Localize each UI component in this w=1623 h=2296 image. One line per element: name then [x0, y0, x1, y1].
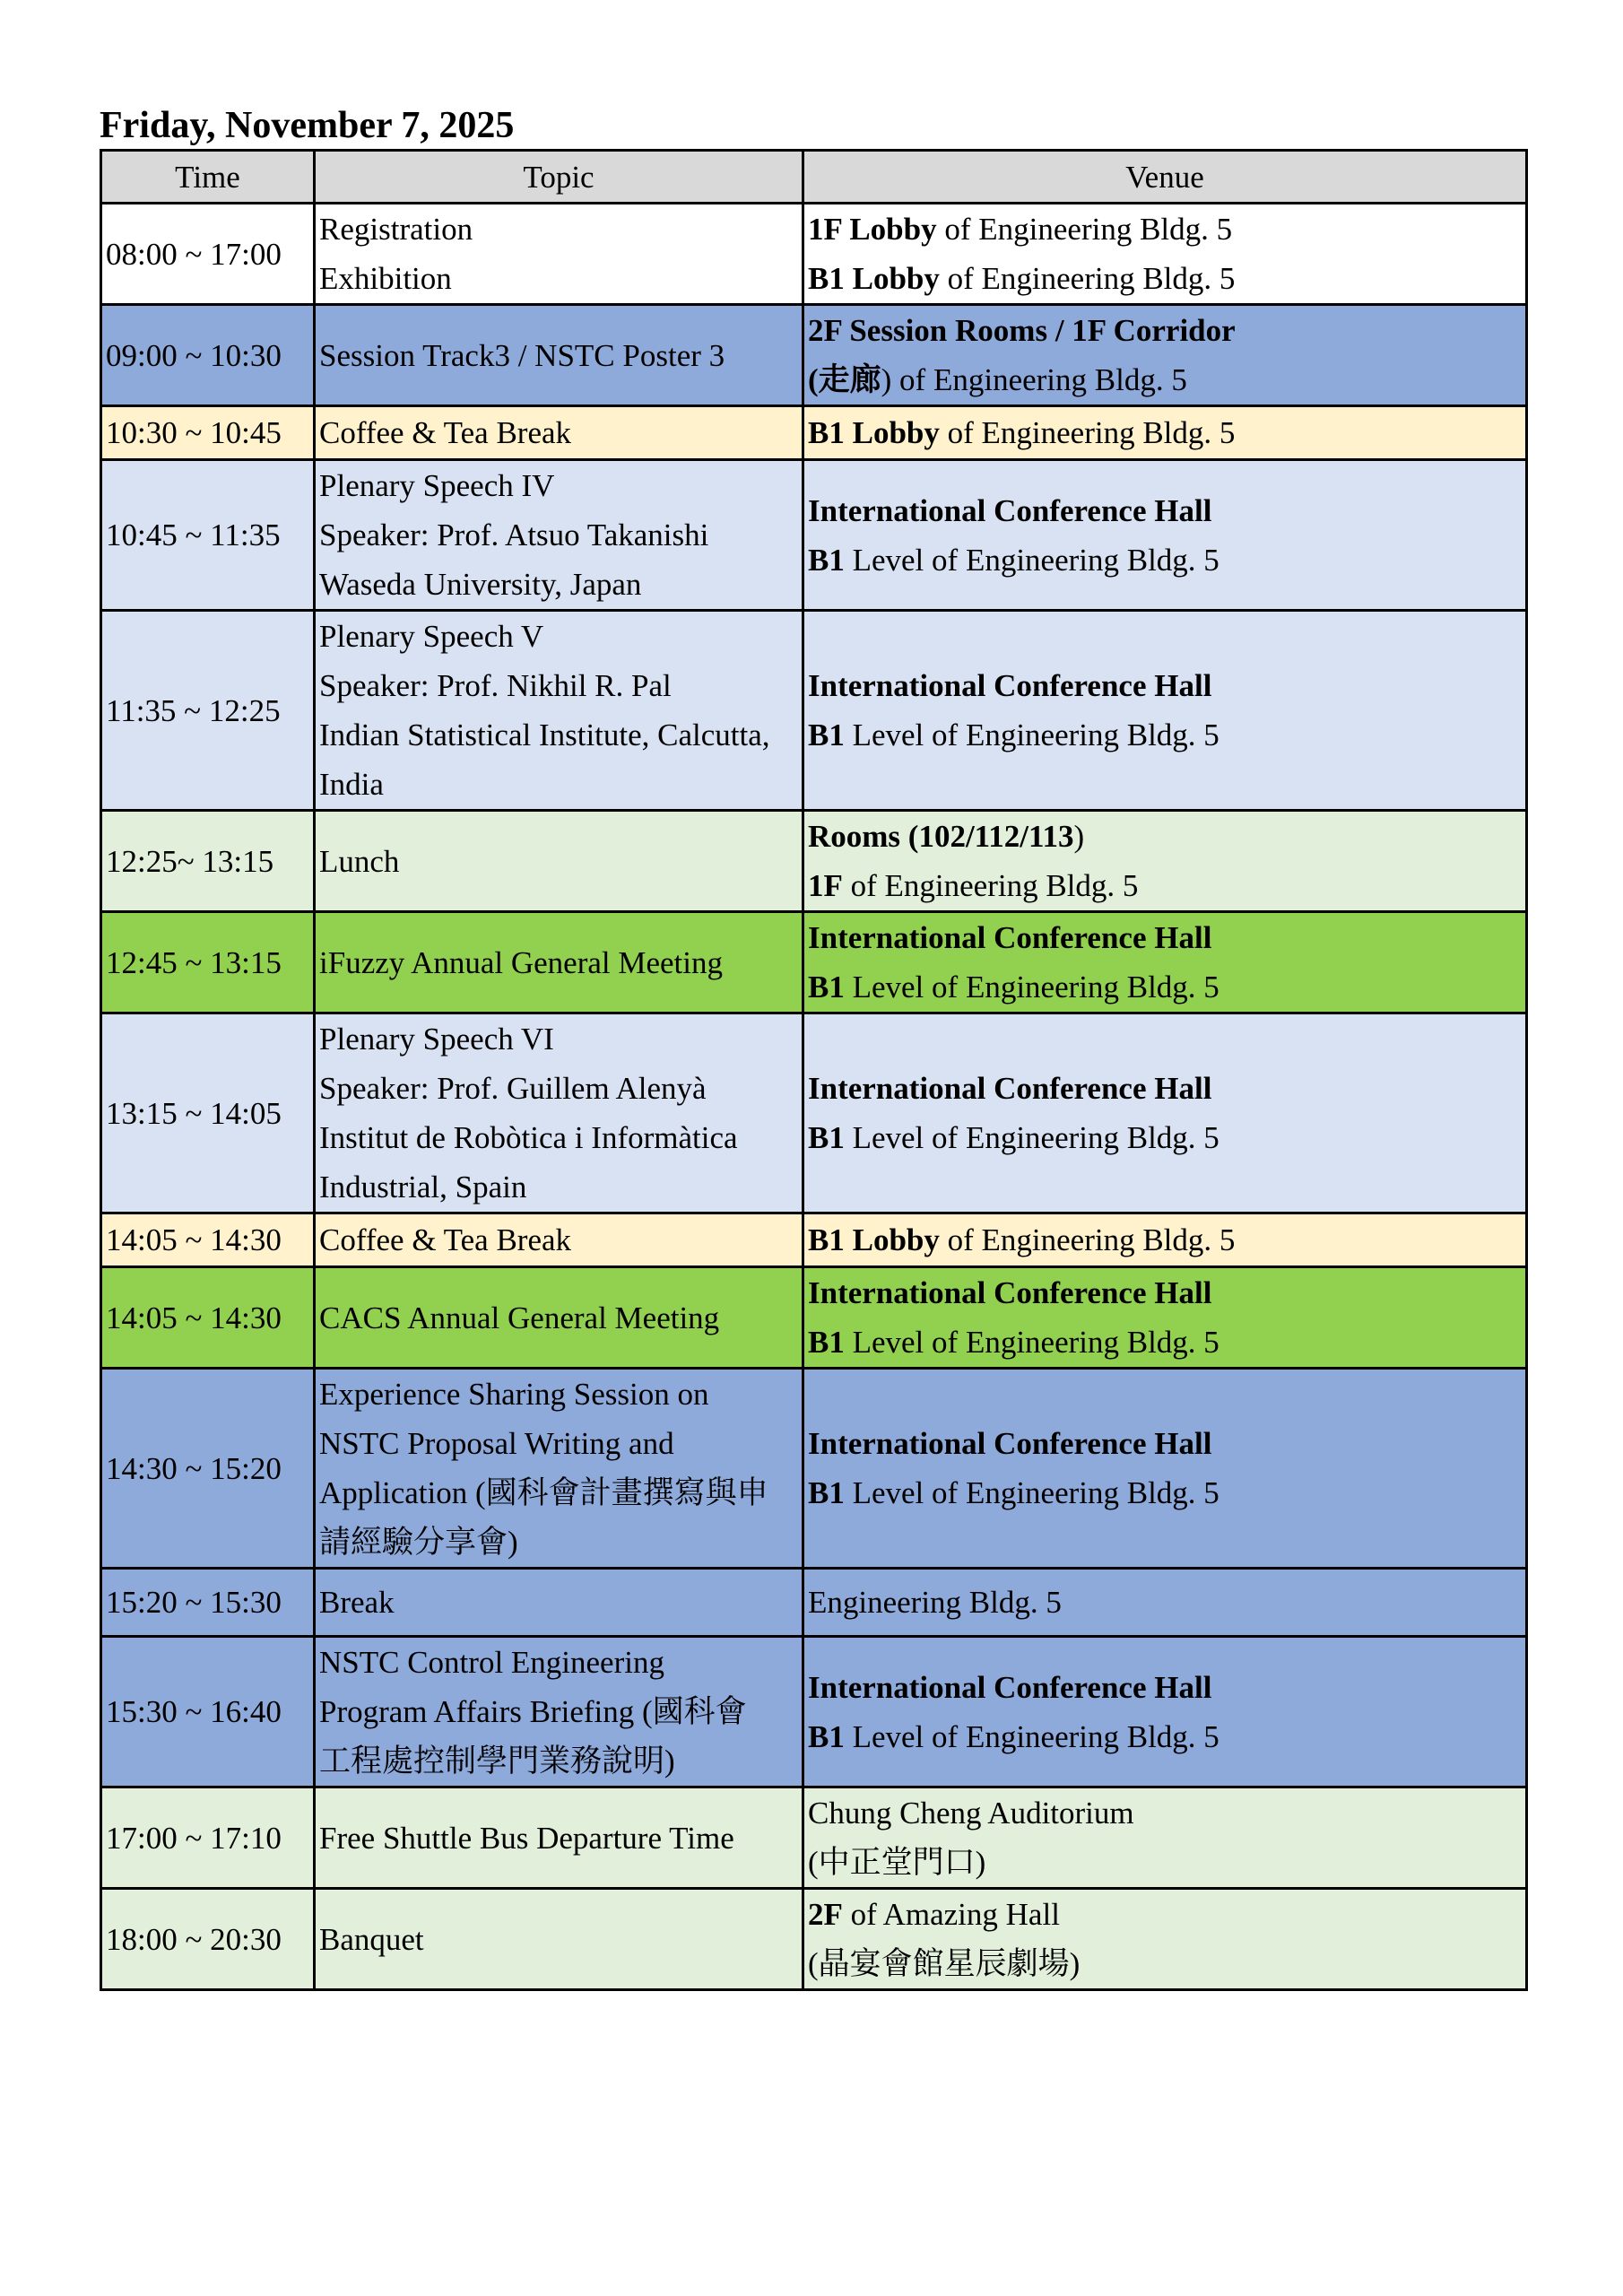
venue-text-bold: B1: [808, 1325, 845, 1360]
topic-cell: [315, 811, 803, 912]
schedule-row: [101, 611, 1527, 811]
topic-line: Institut de Robòtica i Informàtica: [319, 1120, 738, 1155]
venue-text-bold: 1F Lobby: [808, 212, 937, 247]
venue-text-bold: (走廊: [808, 362, 881, 397]
venue-cell: [803, 611, 1527, 811]
schedule-row: [101, 1569, 1527, 1637]
venue-text-bold: International Conference Hall: [808, 920, 1212, 955]
venue-text: of Engineering Bldg. 5: [939, 415, 1236, 450]
venue-cell: [803, 204, 1527, 305]
venue-text: (中正堂門口): [808, 1845, 986, 1880]
venue-text-bold: B1: [808, 1120, 845, 1155]
venue-text-bold: B1: [808, 970, 845, 1004]
header-venue: Venue: [803, 151, 1527, 204]
venue-line: [808, 710, 1522, 760]
venue-line: [808, 1268, 1522, 1318]
venue-text-bold: International Conference Hall: [808, 668, 1212, 703]
venue-line: [808, 1788, 1522, 1838]
venue-text-bold: 1F: [808, 868, 843, 903]
venue-line: [808, 812, 1522, 861]
venue-text-bold: B1: [808, 1718, 845, 1754]
venue-line: [808, 1419, 1522, 1468]
venue-cell: [803, 460, 1527, 611]
topic-line: 請經驗分享會): [319, 1525, 518, 1560]
topic-line: Waseda University, Japan: [319, 567, 642, 602]
venue-text-bold: B1 Lobby: [808, 261, 940, 296]
venue-cell: [803, 1369, 1527, 1569]
venue-line: [808, 661, 1522, 710]
venue-cell: [803, 1787, 1527, 1889]
schedule-row: [101, 305, 1527, 406]
header-time: Time: [101, 151, 315, 204]
schedule-row: [101, 811, 1527, 912]
topic-cell: [315, 1569, 803, 1637]
venue-text-bold: International Conference Hall: [808, 1071, 1212, 1106]
topic-line: iFuzzy Annual General Meeting: [319, 944, 724, 980]
topic-cell: [315, 204, 803, 305]
venue-text-bold: B1 Lobby: [808, 1222, 940, 1257]
schedule-row: [101, 1637, 1527, 1787]
topic-cell: [315, 1369, 803, 1569]
topic-line: NSTC Control Engineering: [319, 1645, 664, 1680]
venue-text-bold: Rooms (102/112/113: [808, 819, 1074, 854]
topic-line: Registration: [319, 212, 473, 247]
schedule-row: [101, 1787, 1527, 1889]
topic-cell: [315, 1637, 803, 1787]
topic-line: Plenary Speech VI: [319, 1022, 554, 1057]
venue-line: [808, 913, 1522, 962]
topic-cell: [315, 611, 803, 811]
venue-text-bold: International Conference Hall: [808, 492, 1212, 528]
venue-text: of Amazing Hall: [842, 1897, 1060, 1932]
topic-cell: [315, 305, 803, 406]
topic-line: 工程處控制學門業務說明): [319, 1744, 675, 1779]
topic-line: Indian Statistical Institute, Calcutta,: [319, 718, 770, 752]
venue-line: [808, 861, 1522, 910]
topic-cell: [315, 1213, 803, 1267]
schedule-row: [101, 1889, 1527, 1990]
venue-cell: [803, 305, 1527, 406]
time-cell: 15:30 ~ 16:40: [101, 1637, 315, 1787]
schedule-row: [101, 406, 1527, 460]
venue-line: [808, 355, 1522, 404]
topic-line: Experience Sharing Session on: [319, 1377, 709, 1412]
topic-line: CACS Annual General Meeting: [319, 1300, 720, 1335]
topic-line: Speaker: Prof. Atsuo Takanishi: [319, 517, 709, 552]
topic-line: Speaker: Prof. Nikhil R. Pal: [319, 668, 672, 703]
topic-cell: [315, 1889, 803, 1990]
topic-cell: [315, 406, 803, 460]
schedule-table: [100, 149, 1528, 1991]
schedule-row: [101, 912, 1527, 1013]
time-cell: 14:05 ~ 14:30: [101, 1213, 315, 1267]
venue-cell: [803, 1889, 1527, 1990]
time-cell: 12:45 ~ 13:15: [101, 912, 315, 1013]
venue-text-bold: 2F: [808, 1897, 843, 1932]
venue-line: [808, 254, 1522, 303]
venue-text: (晶宴會館星辰劇場): [808, 1946, 1081, 1981]
venue-text: Level of Engineering Bldg. 5: [844, 970, 1219, 1004]
topic-cell: [315, 1013, 803, 1213]
venue-text: of Engineering Bldg. 5: [939, 1222, 1236, 1257]
topic-cell: [315, 1267, 803, 1369]
topic-line: Coffee & Tea Break: [319, 415, 572, 450]
venue-text: Level of Engineering Bldg. 5: [844, 542, 1219, 578]
header-topic: Topic: [315, 151, 803, 204]
venue-text: Level of Engineering Bldg. 5: [844, 718, 1219, 752]
time-cell: 09:00 ~ 10:30: [101, 305, 315, 406]
venue-text: Chung Cheng Auditorium: [808, 1796, 1134, 1831]
venue-cell: [803, 1013, 1527, 1213]
schedule-row: [101, 1213, 1527, 1267]
venue-line: [808, 1578, 1522, 1627]
venue-text-bold: B1: [808, 1475, 845, 1510]
topic-line: Industrial, Spain: [319, 1170, 527, 1205]
topic-cell: [315, 912, 803, 1013]
schedule-row: [101, 1013, 1527, 1213]
time-cell: 10:45 ~ 11:35: [101, 460, 315, 611]
topic-cell: [315, 460, 803, 611]
venue-text-bold: B1: [808, 542, 845, 578]
venue-text: ) of Engineering Bldg. 5: [881, 362, 1187, 397]
schedule-row: [101, 204, 1527, 305]
header-row: [101, 151, 1527, 204]
schedule-row: [101, 1267, 1527, 1369]
topic-line: Exhibition: [319, 261, 452, 296]
venue-line: [808, 1468, 1522, 1518]
venue-text: of Engineering Bldg. 5: [842, 868, 1139, 903]
venue-line: [808, 1838, 1522, 1887]
topic-line: Coffee & Tea Break: [319, 1222, 572, 1257]
venue-text-bold: B1 Lobby: [808, 415, 940, 450]
topic-line: Lunch: [319, 843, 400, 879]
venue-line: [808, 1663, 1522, 1712]
venue-text: of Engineering Bldg. 5: [936, 212, 1233, 247]
venue-line: [808, 408, 1522, 457]
venue-line: [808, 1890, 1522, 1939]
topic-line: Speaker: Prof. Guillem Alenyà: [319, 1071, 707, 1106]
time-cell: 13:15 ~ 14:05: [101, 1013, 315, 1213]
venue-text-bold: B1: [808, 718, 845, 752]
venue-line: [808, 204, 1522, 254]
venue-line: [808, 962, 1522, 1012]
page-title: Friday, November 7, 2025: [100, 105, 515, 146]
venue-cell: [803, 406, 1527, 460]
venue-cell: [803, 1637, 1527, 1787]
topic-line: Program Affairs Briefing (國科會: [319, 1694, 747, 1729]
venue-text: Level of Engineering Bldg. 5: [844, 1718, 1219, 1754]
time-cell: 15:20 ~ 15:30: [101, 1569, 315, 1637]
venue-line: [808, 306, 1522, 355]
venue-text-bold: International Conference Hall: [808, 1669, 1212, 1705]
topic-line: Plenary Speech V: [319, 619, 544, 654]
topic-line: Break: [319, 1585, 395, 1620]
venue-text: ): [1073, 819, 1085, 854]
venue-cell: [803, 811, 1527, 912]
topic-line: Session Track3 / NSTC Poster 3: [319, 337, 725, 373]
venue-text-bold: International Conference Hall: [808, 1275, 1212, 1310]
time-cell: 14:05 ~ 14:30: [101, 1267, 315, 1369]
venue-text-bold: International Conference Hall: [808, 1426, 1212, 1461]
time-cell: 14:30 ~ 15:20: [101, 1369, 315, 1569]
topic-line: India: [319, 767, 384, 802]
venue-line: [808, 1215, 1522, 1265]
schedule-body: [101, 204, 1527, 1990]
venue-cell: [803, 1213, 1527, 1267]
venue-line: [808, 535, 1522, 585]
schedule-row: [101, 460, 1527, 611]
venue-line: [808, 1113, 1522, 1162]
time-cell: 18:00 ~ 20:30: [101, 1889, 315, 1990]
venue-line: [808, 1939, 1522, 1988]
topic-line: Application (國科會計畫撰寫與申: [319, 1475, 768, 1510]
time-cell: 10:30 ~ 10:45: [101, 406, 315, 460]
topic-line: NSTC Proposal Writing and: [319, 1426, 674, 1461]
time-cell: 12:25~ 13:15: [101, 811, 315, 912]
venue-line: [808, 1064, 1522, 1113]
venue-line: [808, 1712, 1522, 1761]
time-cell: 08:00 ~ 17:00: [101, 204, 315, 305]
schedule-row: [101, 1369, 1527, 1569]
venue-cell: [803, 1569, 1527, 1637]
venue-text: Level of Engineering Bldg. 5: [844, 1120, 1219, 1155]
venue-cell: [803, 912, 1527, 1013]
venue-line: [808, 486, 1522, 535]
topic-line: Plenary Speech IV: [319, 468, 555, 503]
venue-text: Level of Engineering Bldg. 5: [844, 1475, 1219, 1510]
venue-text-bold: 2F Session Rooms / 1F Corridor: [808, 313, 1236, 348]
venue-text: Level of Engineering Bldg. 5: [844, 1325, 1219, 1360]
venue-cell: [803, 1267, 1527, 1369]
time-cell: 11:35 ~ 12:25: [101, 611, 315, 811]
topic-cell: [315, 1787, 803, 1889]
venue-line: [808, 1318, 1522, 1367]
topic-line: Banquet: [319, 1921, 424, 1957]
venue-text: of Engineering Bldg. 5: [939, 261, 1236, 296]
time-cell: 17:00 ~ 17:10: [101, 1787, 315, 1889]
venue-text: Engineering Bldg. 5: [808, 1585, 1062, 1620]
topic-line: Free Shuttle Bus Departure Time: [319, 1820, 734, 1856]
